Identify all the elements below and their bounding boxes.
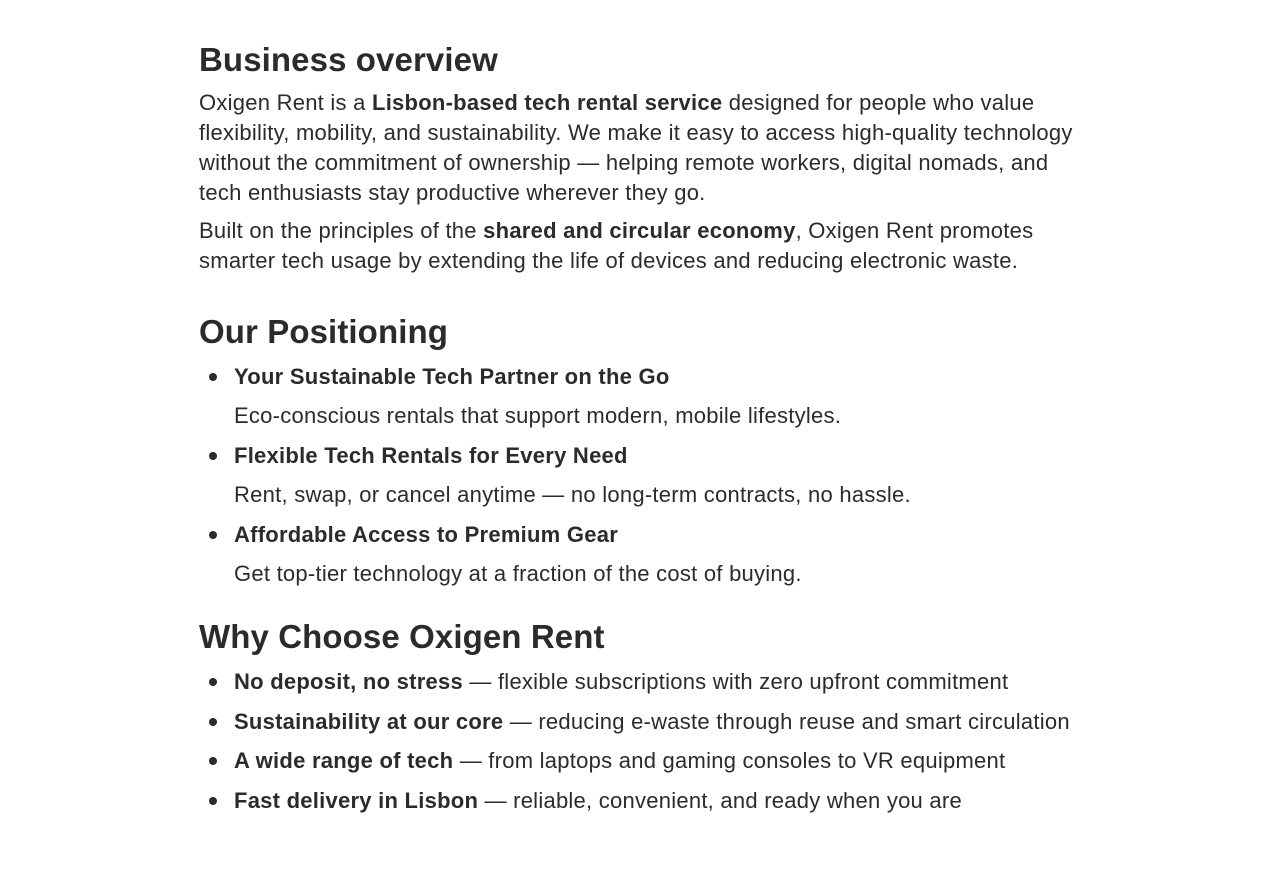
list-item: [199, 441, 1079, 510]
positioning-item-title: Your Sustainable Tech Partner on the Go: [234, 364, 670, 389]
why-item-text: — flexible subscriptions with zero upfront commitment: [462, 669, 1009, 694]
list-item: [199, 362, 1079, 431]
list-item: [199, 667, 1079, 697]
why-item-text: — reducing e-waste through reuse and smart circulation: [503, 708, 1070, 734]
document-body: [199, 0, 1079, 816]
positioning-item-title: Flexible Tech Rentals for Every Need: [234, 443, 628, 468]
list-item: [199, 746, 1079, 776]
list-item: [199, 786, 1079, 816]
overview-p1-lead: Oxigen Rent is a: [199, 90, 372, 115]
bullet-icon: [209, 678, 217, 686]
overview-p2-lead: Built on the principles of the: [199, 218, 484, 243]
why-item-bold: A wide range of tech: [234, 748, 454, 773]
why-choose-heading: Why Choose Oxigen Rent: [199, 618, 605, 655]
bullet-icon: [209, 757, 217, 765]
list-item: [199, 707, 1079, 737]
positioning-item-desc: Rent, swap, or cancel anytime — no long-term contracts, no hassle.: [234, 482, 911, 507]
why-item-bold: No deposit, no stress: [234, 669, 463, 694]
overview-p1-rest: designed for people who value flexibility, mobility, and sustainability. We make it easy to access high-quality technology without the commitment of ownership — helping remote workers, digital nomads, and tech enthusiasts stay productive wherever they go.: [199, 90, 1073, 205]
positioning-list: [199, 362, 1079, 589]
bullet-icon: [209, 452, 217, 460]
overview-paragraph-1: [199, 88, 1079, 208]
bullet-icon: [209, 797, 217, 805]
bullet-icon: [209, 531, 217, 539]
overview-paragraph-2: [199, 216, 1079, 276]
positioning-item-desc: Get top-tier technology at a fraction of the cost of buying.: [234, 561, 802, 586]
business-overview-heading: Business overview: [199, 41, 498, 78]
why-item-text: — reliable, convenient, and ready when you are: [478, 787, 962, 813]
bullet-icon: [209, 718, 217, 726]
why-item-bold: Fast delivery in Lisbon: [234, 787, 479, 813]
why-item-bold: Sustainability at our core: [234, 708, 504, 734]
overview-p2-bold: shared and circular economy: [483, 218, 796, 243]
why-choose-list: [199, 667, 1079, 816]
why-item-text: — from laptops and gaming consoles to VR equipment: [453, 748, 1006, 773]
our-positioning-heading: Our Positioning: [199, 313, 448, 350]
positioning-item-title: Affordable Access to Premium Gear: [234, 522, 619, 547]
overview-p2-rest: , Oxigen Rent promotes smarter tech usage by extending the life of devices and reducing electronic waste.: [199, 218, 1034, 273]
list-item: [199, 520, 1079, 589]
positioning-item-desc: Eco-conscious rentals that support modern, mobile lifestyles.: [234, 403, 842, 428]
bullet-icon: [209, 373, 217, 381]
overview-p1-bold: Lisbon-based tech rental service: [372, 90, 723, 115]
